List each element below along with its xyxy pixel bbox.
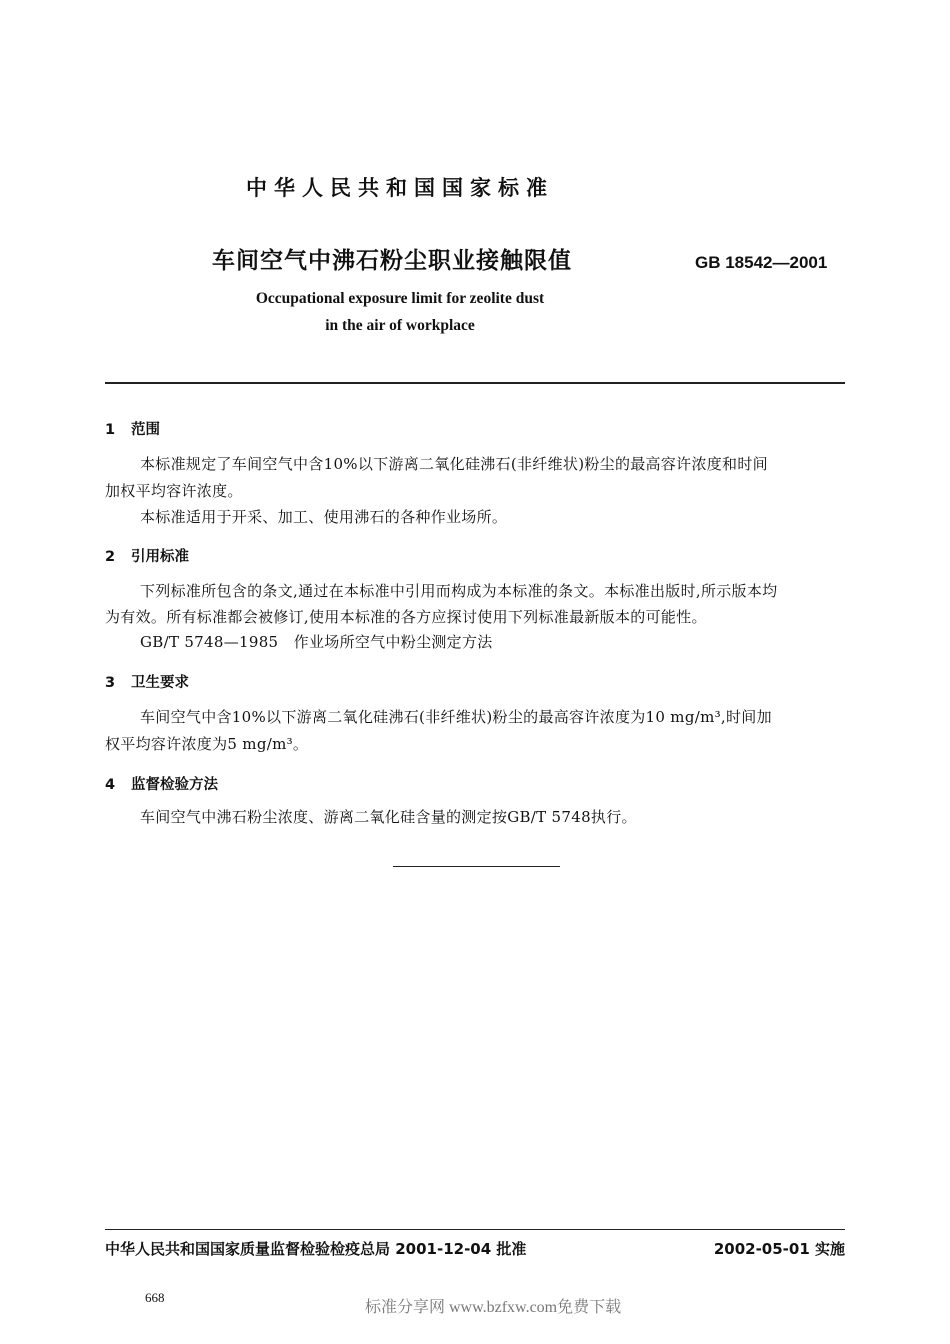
watermark: 标准分享网 www.bzfxw.com免费下载 xyxy=(365,1299,622,1316)
section-number: 1 xyxy=(105,422,116,438)
section-heading-3 xyxy=(105,671,189,692)
national-standard-heading: 中华人民共和国国家标准 xyxy=(246,176,554,200)
reference-line: GB/T 5748—1985 作业场所空气中粉尘测定方法 xyxy=(140,633,493,651)
section-number: 3 xyxy=(105,675,116,691)
section-heading-4 xyxy=(105,773,218,794)
section-title: 范围 xyxy=(131,422,160,438)
effective-date: 2002-05-01 实施 xyxy=(713,1240,845,1258)
header-divider xyxy=(105,382,845,384)
paragraph-line: 车间空气中含10%以下游离二氧化硅沸石(非纤维状)粉尘的最高容许浓度为10 mg/m³,时间加 xyxy=(140,708,772,726)
paragraph-line: 权平均容许浓度为5 mg/m³。 xyxy=(105,735,309,753)
section-number: 4 xyxy=(105,777,116,793)
section-title: 卫生要求 xyxy=(131,675,189,691)
issuer-approval: 中华人民共和国国家质量监督检验检疫总局 2001-12-04 批准 xyxy=(105,1240,527,1258)
page-number: 668 xyxy=(145,1290,165,1305)
section-number: 2 xyxy=(105,549,116,565)
section-heading-2 xyxy=(105,545,189,566)
paragraph-line: 车间空气中沸石粉尘浓度、游离二氧化硅含量的测定按GB/T 5748执行。 xyxy=(140,808,637,826)
document-title-en-line2: in the air of workplace xyxy=(325,317,475,334)
standard-code: GB 18542—2001 xyxy=(695,253,828,272)
document-title-cn: 车间空气中沸石粉尘职业接触限值 xyxy=(212,248,572,274)
footer-divider xyxy=(105,1229,845,1230)
paragraph-line: 加权平均容许浓度。 xyxy=(105,482,243,500)
section-heading-1 xyxy=(105,418,160,439)
paragraph-line: 为有效。所有标准都会被修订,使用本标准的各方应探讨使用下列标准最新版本的可能性。 xyxy=(105,608,707,626)
document-title-en-line1: Occupational exposure limit for zeolite dust xyxy=(255,290,545,307)
paragraph-line: 下列标准所包含的条文,通过在本标准中引用而构成为本标准的条文。本标准出版时,所示版本均 xyxy=(140,582,778,600)
end-rule xyxy=(393,866,560,867)
section-title: 引用标准 xyxy=(131,549,189,565)
paragraph-line: 本标准适用于开采、加工、使用沸石的各种作业场所。 xyxy=(140,508,508,526)
section-title: 监督检验方法 xyxy=(131,777,218,793)
paragraph-line: 本标准规定了车间空气中含10%以下游离二氧化硅沸石(非纤维状)粉尘的最高容许浓度和时间 xyxy=(140,455,768,473)
